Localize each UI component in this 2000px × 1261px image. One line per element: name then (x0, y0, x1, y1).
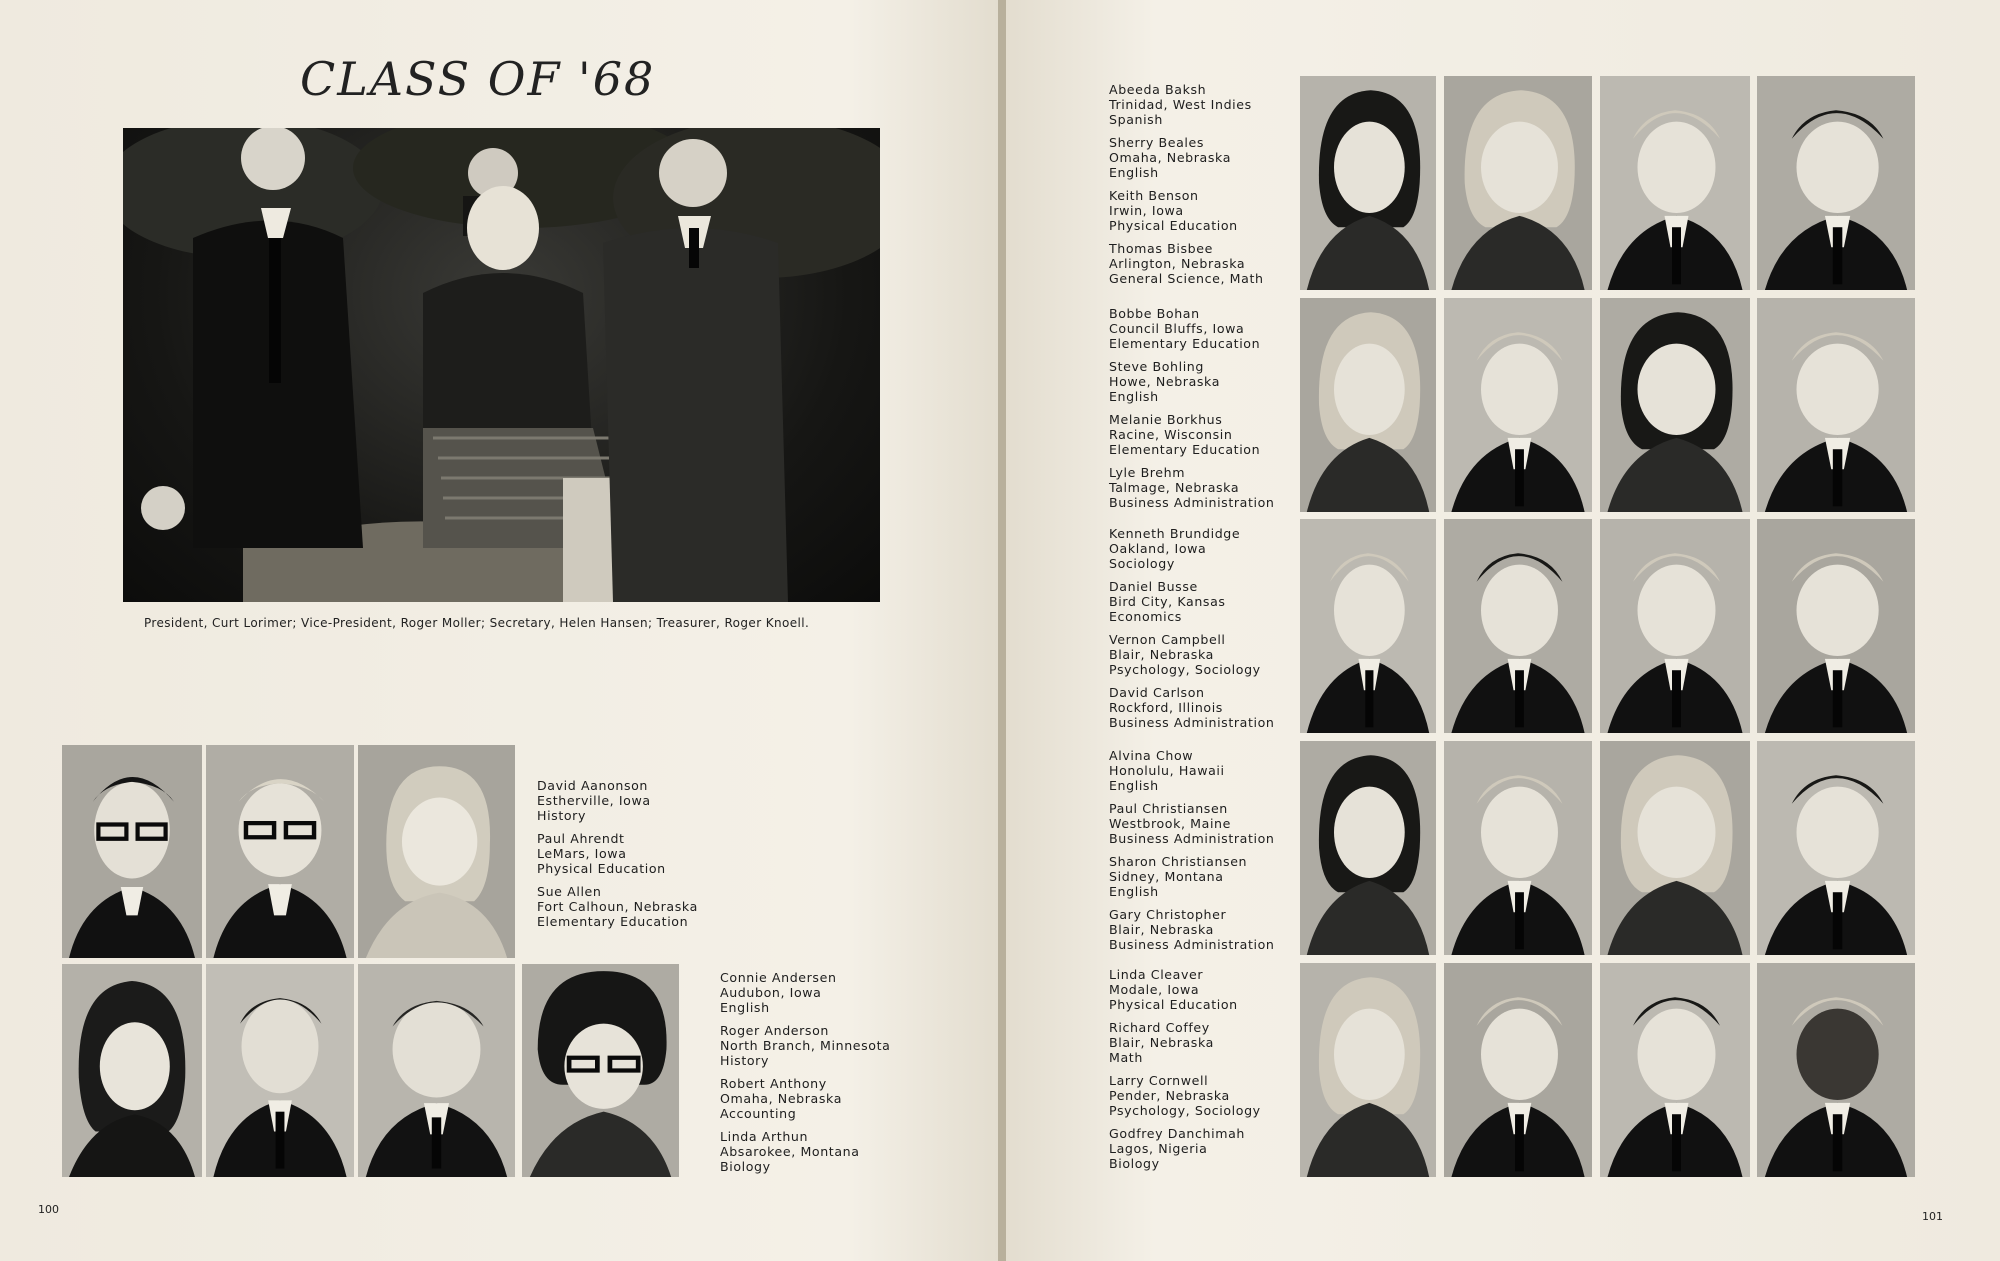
entry-major: Accounting (720, 1106, 797, 1121)
roster-entry (1109, 465, 1275, 510)
roster-entry (1109, 854, 1275, 899)
entry-town: Racine, Wisconsin (1109, 427, 1233, 442)
entry-town: Omaha, Nebraska (1109, 150, 1232, 165)
entry-name: Connie Andersen (720, 970, 837, 985)
entry-town: Honolulu, Hawaii (1109, 763, 1225, 778)
entry-town: Oakland, Iowa (1109, 541, 1207, 556)
entry-town: Modale, Iowa (1109, 982, 1200, 997)
entry-name: Thomas Bisbee (1109, 241, 1213, 256)
portrait (1300, 741, 1436, 955)
entry-sue-allen (537, 884, 698, 929)
entry-town: North Branch, Minnesota (720, 1038, 891, 1053)
portrait (1757, 741, 1915, 955)
portrait (1600, 298, 1750, 512)
entry-major: Business Administration (1109, 715, 1275, 730)
entry-name: Melanie Borkhus (1109, 412, 1223, 427)
portrait (1444, 76, 1592, 290)
portrait (1444, 741, 1592, 955)
roster-entry (1109, 1073, 1261, 1118)
officers-group-photo (123, 128, 880, 602)
entry-town: Rockford, Illinois (1109, 700, 1223, 715)
portrait (1600, 741, 1750, 955)
entry-linda-arthun (720, 1129, 890, 1174)
portrait (1444, 519, 1592, 733)
roster-entry (1109, 1020, 1261, 1065)
entry-name: Linda Arthun (720, 1129, 809, 1144)
entry-name: Larry Cornwell (1109, 1073, 1209, 1088)
entry-major: English (720, 1000, 770, 1015)
entry-name: Steve Bohling (1109, 359, 1204, 374)
entry-paul-ahrendt (537, 831, 698, 876)
entry-major: Biology (1109, 1156, 1160, 1171)
entry-major: Psychology, Sociology (1109, 1103, 1261, 1118)
entry-major: English (1109, 165, 1159, 180)
entry-name: David Aanonson (537, 778, 649, 793)
roster-entry (1109, 241, 1264, 286)
entry-major: Physical Education (537, 861, 666, 876)
roster-entry (1109, 135, 1264, 180)
portrait (1300, 519, 1436, 733)
entry-name: Lyle Brehm (1109, 465, 1186, 480)
entry-town: Pender, Nebraska (1109, 1088, 1230, 1103)
entry-major: Physical Education (1109, 997, 1238, 1012)
portrait (1444, 963, 1592, 1177)
entry-name: Sharon Christiansen (1109, 854, 1248, 869)
right-names-block-2 (1109, 306, 1275, 518)
portrait-paul-ahrendt (206, 745, 354, 958)
portrait-roger-anderson (206, 964, 354, 1177)
entry-major: Elementary Education (537, 914, 689, 929)
entry-name: Bobbe Bohan (1109, 306, 1200, 321)
book-gutter (998, 0, 1006, 1261)
entry-town: Bird City, Kansas (1109, 594, 1226, 609)
entry-name: Abeeda Baksh (1109, 82, 1207, 97)
roster-entry (1109, 359, 1275, 404)
roster-entry (1109, 907, 1275, 952)
roster-entry (1109, 306, 1275, 351)
portrait-linda-arthun (522, 964, 679, 1177)
entry-town: Council Bluffs, Iowa (1109, 321, 1245, 336)
entry-name: Richard Coffey (1109, 1020, 1210, 1035)
portrait (1757, 963, 1915, 1177)
portrait (1757, 76, 1915, 290)
portrait (1600, 519, 1750, 733)
entry-major: History (720, 1053, 770, 1068)
entry-town: Blair, Nebraska (1109, 1035, 1214, 1050)
portrait (1444, 298, 1592, 512)
portrait (1600, 963, 1750, 1177)
right-names-block-3 (1109, 526, 1275, 738)
portrait-robert-anthony (358, 964, 515, 1177)
entry-town: Absarokee, Montana (720, 1144, 860, 1159)
portrait-david-aanonson (62, 745, 202, 958)
roster-entry (1109, 412, 1275, 457)
entry-name: Alvina Chow (1109, 748, 1194, 763)
entry-town: Fort Calhoun, Nebraska (537, 899, 698, 914)
entry-name: Roger Anderson (720, 1023, 829, 1038)
officers-caption: President, Curt Lorimer; Vice-President, Roger Moller; Secretary, Helen Hansen; Treasurer, Roger Knoell. (144, 616, 810, 630)
portrait (1757, 298, 1915, 512)
roster-entry (1109, 967, 1261, 1012)
entry-major: English (1109, 389, 1159, 404)
entry-major: Elementary Education (1109, 336, 1261, 351)
entry-town: Lagos, Nigeria (1109, 1141, 1208, 1156)
entry-town: Westbrook, Maine (1109, 816, 1231, 831)
entry-town: Howe, Nebraska (1109, 374, 1221, 389)
roster-entry (1109, 579, 1275, 624)
entry-name: Gary Christopher (1109, 907, 1227, 922)
entry-major: Elementary Education (1109, 442, 1261, 457)
roster-entry (1109, 82, 1264, 127)
right-names-block-5 (1109, 967, 1261, 1179)
roster-entry (1109, 748, 1275, 793)
roster-entry (1109, 801, 1275, 846)
portrait (1600, 76, 1750, 290)
entry-town: Arlington, Nebraska (1109, 256, 1246, 271)
portrait-sue-allen (358, 745, 515, 958)
entry-major: Psychology, Sociology (1109, 662, 1261, 677)
entry-name: Linda Cleaver (1109, 967, 1204, 982)
entry-david-aanonson (537, 778, 698, 823)
entry-name: Vernon Campbell (1109, 632, 1226, 647)
entry-major: Business Administration (1109, 495, 1275, 510)
entry-major: History (537, 808, 587, 823)
entry-major: Math (1109, 1050, 1143, 1065)
entry-major: Physical Education (1109, 218, 1238, 233)
entry-name: Godfrey Danchimah (1109, 1126, 1245, 1141)
portrait (1300, 298, 1436, 512)
entry-major: Economics (1109, 609, 1182, 624)
portrait (1300, 963, 1436, 1177)
entry-name: Paul Christiansen (1109, 801, 1228, 816)
officers-photo-art (123, 128, 880, 602)
entry-town: Blair, Nebraska (1109, 647, 1214, 662)
entry-town: Omaha, Nebraska (720, 1091, 843, 1106)
roster-entry (1109, 685, 1275, 730)
entry-town: Sidney, Montana (1109, 869, 1224, 884)
entry-town: Trinidad, West Indies (1109, 97, 1252, 112)
entry-name: Robert Anthony (720, 1076, 827, 1091)
right-names-block-1 (1109, 82, 1264, 294)
entry-name: Sue Allen (537, 884, 602, 899)
entry-major: Spanish (1109, 112, 1163, 127)
entry-town: Estherville, Iowa (537, 793, 651, 808)
roster-entry (1109, 1126, 1261, 1171)
entry-connie-andersen (720, 970, 890, 1015)
page-number-right: 101 (1922, 1210, 1943, 1223)
entry-major: Business Administration (1109, 937, 1275, 952)
entry-major: Sociology (1109, 556, 1175, 571)
entry-name: Daniel Busse (1109, 579, 1198, 594)
entry-major: General Science, Math (1109, 271, 1264, 286)
entry-roger-anderson (720, 1023, 890, 1068)
entry-robert-anthony (720, 1076, 890, 1121)
entry-name: Kenneth Brundidge (1109, 526, 1241, 541)
entry-major: English (1109, 778, 1159, 793)
entry-major: English (1109, 884, 1159, 899)
entry-town: Talmage, Nebraska (1109, 480, 1240, 495)
portrait (1757, 519, 1915, 733)
entry-town: Irwin, Iowa (1109, 203, 1184, 218)
entry-town: LeMars, Iowa (537, 846, 627, 861)
roster-entry (1109, 188, 1264, 233)
portrait (1300, 76, 1436, 290)
roster-entry (1109, 632, 1275, 677)
left-names-block-2 (720, 970, 890, 1182)
left-names-block-1 (537, 778, 698, 937)
entry-name: Paul Ahrendt (537, 831, 625, 846)
entry-major: Business Administration (1109, 831, 1275, 846)
entry-town: Blair, Nebraska (1109, 922, 1214, 937)
page-number-left: 100 (38, 1203, 59, 1216)
entry-name: Keith Benson (1109, 188, 1199, 203)
page-title: CLASS OF '68 (300, 52, 656, 106)
entry-town: Audubon, Iowa (720, 985, 822, 1000)
entry-major: Biology (720, 1159, 771, 1174)
roster-entry (1109, 526, 1275, 571)
entry-name: David Carlson (1109, 685, 1205, 700)
portrait-connie-andersen (62, 964, 202, 1177)
entry-name: Sherry Beales (1109, 135, 1205, 150)
right-names-block-4 (1109, 748, 1275, 960)
